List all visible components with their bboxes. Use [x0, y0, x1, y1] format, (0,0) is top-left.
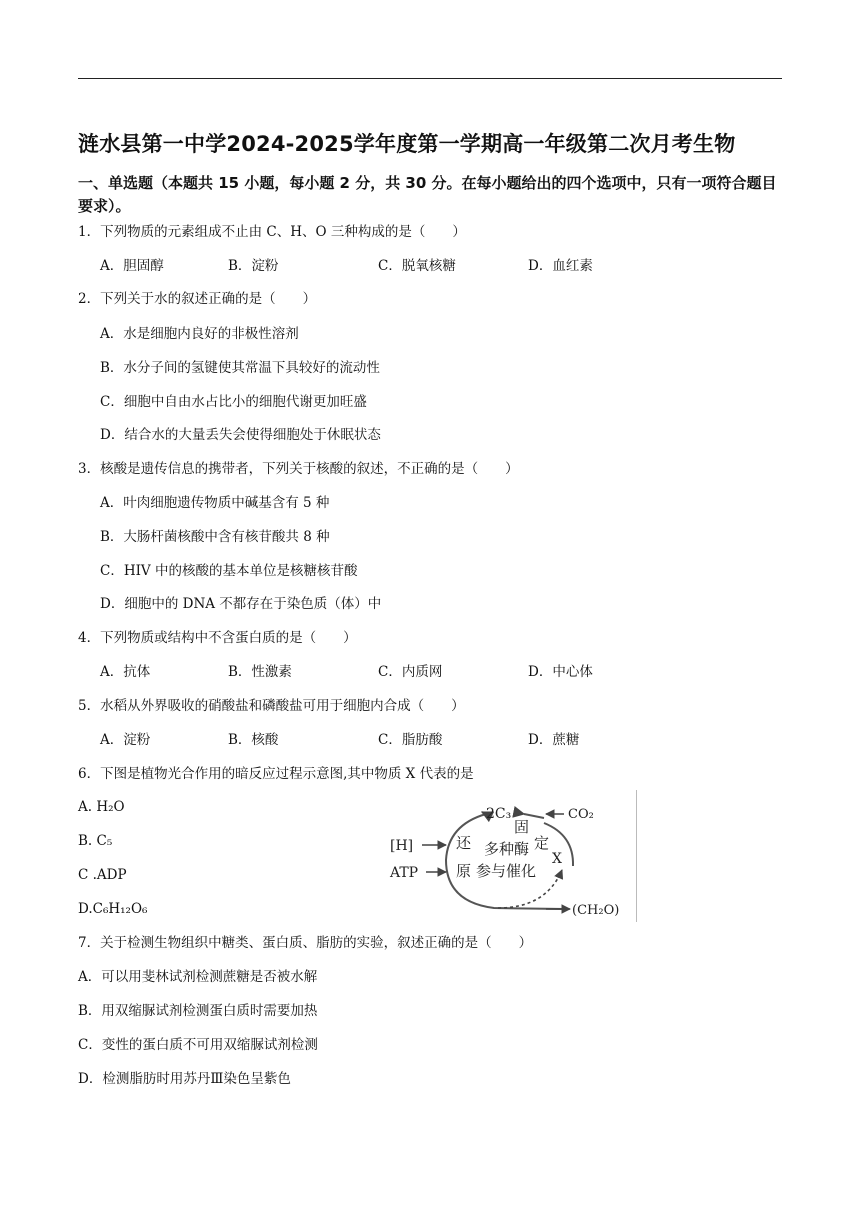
- q7-option-a: A．可以用斐林试剂检测蔗糖是否被水解: [78, 969, 318, 985]
- q3-option-c: C．HIV 中的核酸的基本单位是核糖核苷酸: [100, 563, 358, 579]
- q6-option-c: C .ADP: [78, 867, 127, 883]
- label-x: X: [552, 851, 562, 867]
- q5-option-b: B．核酸: [228, 732, 279, 748]
- label-reduce-2: 原: [456, 862, 472, 880]
- diagram-border: [636, 790, 637, 922]
- q2-option-c: C．细胞中自由水占比小的细胞代谢更加旺盛: [100, 394, 367, 410]
- calvin-cycle-diagram: [386, 790, 638, 922]
- question-1-stem: 1．下列物质的元素组成不止由 C、H、O 三种构成的是（ ）: [78, 224, 466, 240]
- q2-option-d: D．结合水的大量丢失会使得细胞处于休眠状态: [100, 427, 381, 443]
- q1-option-d: D．血红素: [528, 258, 593, 274]
- q4-option-a: A．抗体: [100, 664, 151, 680]
- section-heading: 一、单选题（本题共 15 小题，每小题 2 分，共 30 分。在每小题给出的四个选项中，只有一项符合题目要求）。: [78, 174, 777, 215]
- label-enzyme-2: 参与催化: [476, 862, 537, 880]
- q5-option-a: A．淀粉: [100, 732, 151, 748]
- label-2c3: 2C₃: [486, 806, 512, 822]
- q1-option-c: C．脱氧核糖: [378, 258, 456, 274]
- label-h: [H]: [390, 838, 414, 854]
- calvin-cycle-svg: [386, 790, 638, 922]
- q2-option-b: B．水分子间的氢键使其常温下具较好的流动性: [100, 360, 380, 376]
- label-fix-1: 固: [514, 818, 530, 836]
- question-4-stem: 4．下列物质或结构中不含蛋白质的是（ ）: [78, 630, 357, 646]
- header-rule: [78, 78, 782, 79]
- question-6-stem: 6．下图是植物光合作用的暗反应过程示意图,其中物质 X 代表的是: [78, 766, 474, 782]
- label-reduce-1: 还: [456, 834, 472, 852]
- q6-option-a: A. H₂O: [78, 799, 125, 815]
- q5-option-c: C．脂肪酸: [378, 732, 443, 748]
- question-3-stem: 3．核酸是遗传信息的携带者，下列关于核酸的叙述，不正确的是（ ）: [78, 461, 519, 477]
- question-2-stem: 2．下列关于水的叙述正确的是（ ）: [78, 291, 317, 307]
- q7-option-b: B．用双缩脲试剂检测蛋白质时需要加热: [78, 1003, 318, 1019]
- q5-option-d: D．蔗糖: [528, 732, 580, 748]
- label-fix-2: 定: [534, 834, 550, 852]
- q7-option-d: D．检测脂肪时用苏丹Ⅲ染色呈紫色: [78, 1071, 291, 1087]
- q1-option-b: B．淀粉: [228, 258, 279, 274]
- q4-option-d: D．中心体: [528, 664, 593, 680]
- question-7-stem: 7．关于检测生物组织中糖类、蛋白质、脂肪的实验，叙述正确的是（ ）: [78, 935, 533, 951]
- q7-option-c: C．变性的蛋白质不可用双缩脲试剂检测: [78, 1037, 318, 1053]
- q3-option-a: A．叶肉细胞遗传物质中碱基含有 5 种: [100, 495, 330, 511]
- q1-option-a: A．胆固醇: [100, 258, 164, 274]
- q3-option-d: D．细胞中的 DNA 不都存在于染色质（体）中: [100, 596, 382, 612]
- q6-option-b: B. C₅: [78, 833, 113, 849]
- label-co2: CO₂: [568, 807, 594, 822]
- exam-title: 涟水县第一中学2024-2025学年度第一学期高一年级第二次月考生物: [78, 132, 736, 156]
- q6-option-d: D.C₆H₁₂O₆: [78, 901, 148, 917]
- q3-option-b: B．大肠杆菌核酸中含有核苷酸共 8 种: [100, 529, 330, 545]
- q2-option-a: A．水是细胞内良好的非极性溶剂: [100, 326, 299, 342]
- label-enzyme-1: 多种酶: [484, 840, 530, 858]
- q4-option-c: C．内质网: [378, 664, 443, 680]
- label-product: (CH₂O): [572, 903, 620, 918]
- label-atp: ATP: [390, 865, 419, 881]
- q4-option-b: B．性激素: [228, 664, 292, 680]
- question-5-stem: 5．水稻从外界吸收的硝酸盐和磷酸盐可用于细胞内合成（ ）: [78, 698, 465, 714]
